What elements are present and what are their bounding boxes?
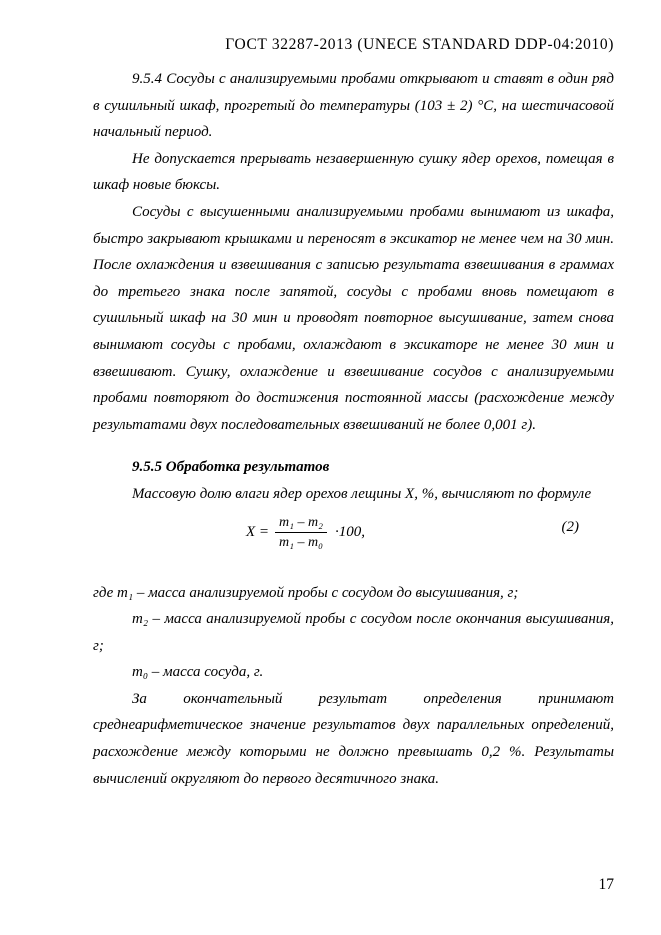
moisture-formula xyxy=(246,514,365,551)
paragraph-9-5-4: 9.5.4 Сосуды с анализируемыми пробами открывают и ставят в один ряд в сушильный шкаф, прогретый до температуры (103 ± 2) °С, на шестичасовой начальный период. xyxy=(93,71,614,141)
formula-lhs: X = xyxy=(246,523,270,540)
formula-denominator: m₁ – m₀ xyxy=(279,534,324,550)
formula-numerator: m₁ – m₂ xyxy=(275,514,327,533)
page-header: ГОСТ 32287-2013 (UNECE STANDARD DDP-04:2010) xyxy=(225,36,614,53)
definition-m0: m₀ – масса сосуда, г. xyxy=(132,664,264,681)
paragraph-formula-intro: Массовую долю влаги ядер орехов лещины X, %, вычисляют по формуле xyxy=(132,485,592,502)
formula-fraction xyxy=(275,514,327,551)
definition-m1: где m₁ – масса анализируемой пробы с сосудом до высушивания, г; xyxy=(93,584,519,601)
paragraph-final-result: За окончательный результат определения принимают среднеарифметическое значение результатов двух параллельных определений, расхождение между которыми не должно превышать 0,2 %. Результаты вычислений округляют до первого десятичного знака. xyxy=(93,690,614,787)
formula-block xyxy=(93,510,614,566)
paragraph-drying-restriction: Не допускается прерывать незавершенную сушку ядер орехов, помещая в шкаф новые бюксы. xyxy=(93,150,614,194)
definition-m2: m₂ – масса анализируемой пробы с сосудом после окончания высушивания, г; xyxy=(93,611,614,654)
equation-number: (2) xyxy=(561,518,579,535)
page-number: 17 xyxy=(598,876,614,893)
section-title-9-5-5: 9.5.5 Обработка результатов xyxy=(132,459,330,476)
formula-multiplier: ·100, xyxy=(335,523,366,540)
paragraph-drying-procedure: Сосуды с высушенными анализируемыми пробами вынимают из шкафа, быстро закрывают крышками и переносят в эксикатор не менее чем на 30 мин. После охлаждения и взвешивания с записью результата взвешивания в граммах до третьего знака после запятой, сосуды с пробами вновь помещают в сушильный шкаф на 30 мин и проводят повторное высушивание, затем снова вынимают сосуды с пробами, охлаждают в эксикаторе не менее 30 мин и взвешивают. Сушку, охлаждение и взвешивание сосудов с анализируемыми пробами повторяют до достижения постоянной массы (расхождение между результатами двух последовательных взвешиваний не более 0,001 г). xyxy=(93,203,614,433)
document-body xyxy=(93,66,614,792)
